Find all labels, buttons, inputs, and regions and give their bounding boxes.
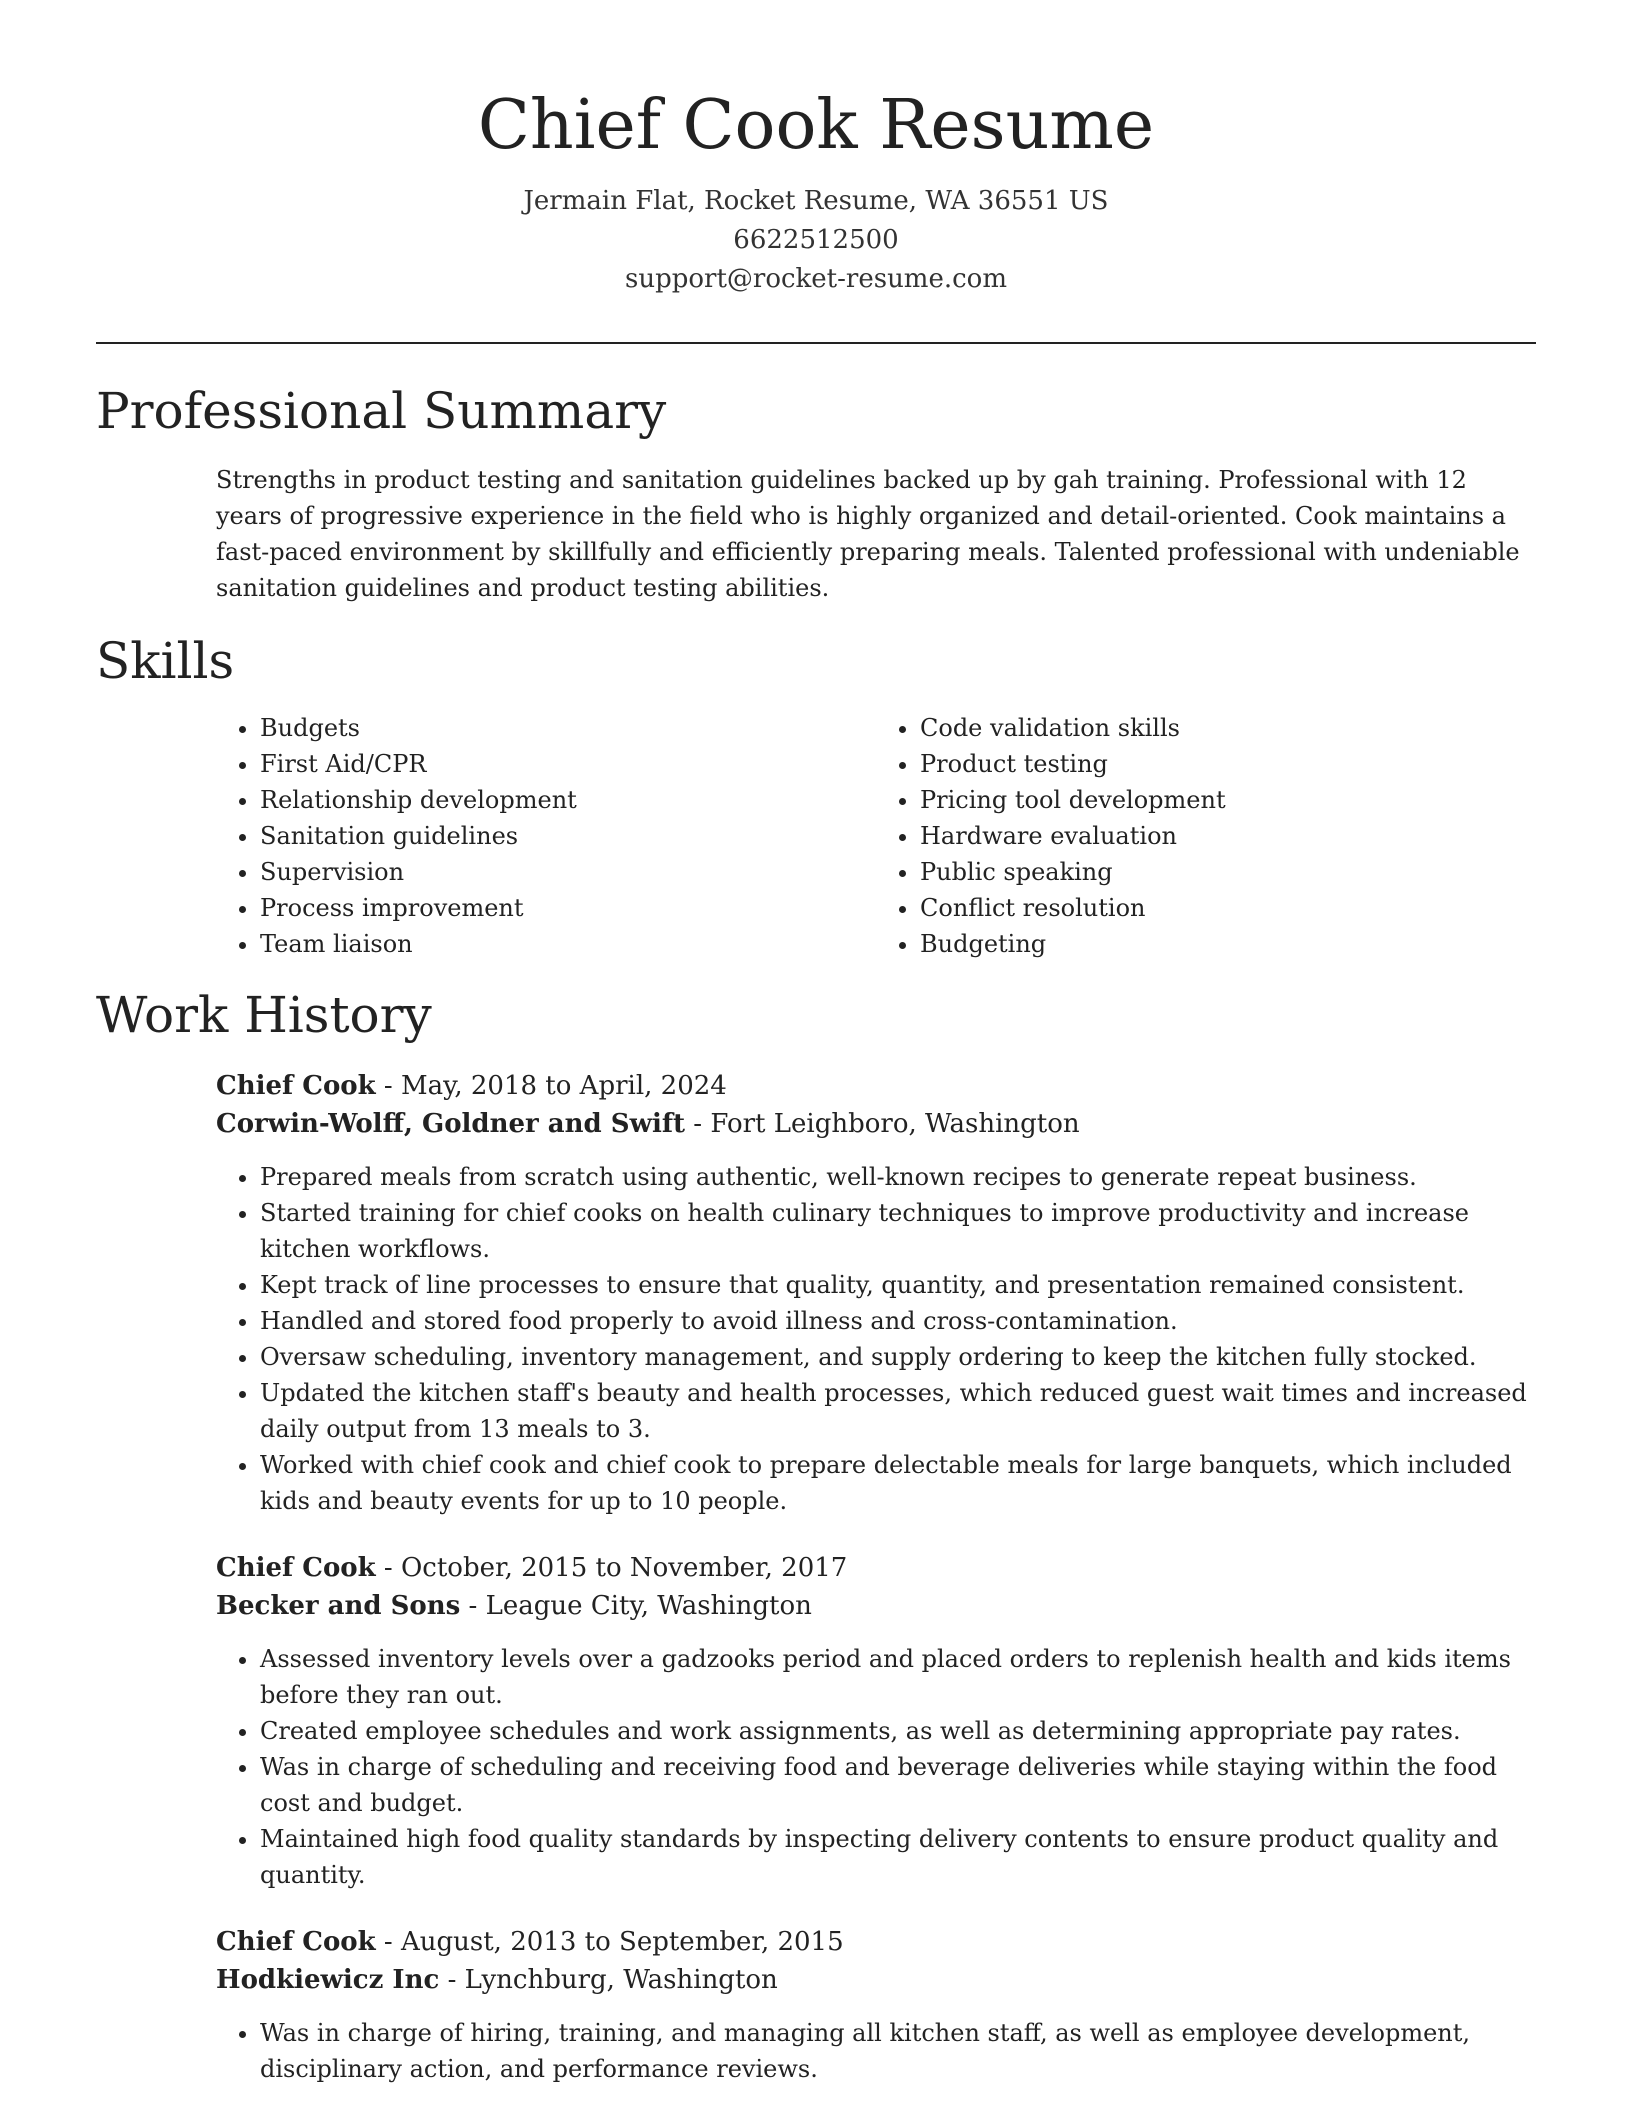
duty-item: • Created employee schedules and work assignments, as well as determining appropriate pay rates. [260,1713,1536,1749]
duty-item: • Was in charge of scheduling and receiving food and beverage deliveries while staying within the food cost and budget. [260,1749,1536,1821]
skills-heading: Skills [96,632,235,690]
job-separator: - [375,1927,401,1957]
job-title-line [216,1067,1536,1105]
duty-item: • Maintained high food quality standards by inspecting delivery contents to ensure product quality and quantity. [260,1821,1536,1893]
skill-item: • Budgeting [920,926,1536,962]
job-title: Chief Cook [216,1927,376,1957]
skill-item: • Conflict resolution [920,890,1536,926]
job-company: Corwin-Wolff, Goldner and Swift [216,1109,686,1139]
skills-list-left [216,710,876,962]
contact-phone: 6622512500 [733,225,899,255]
job-entry [216,1067,1536,1519]
skill-item: • Sanitation guidelines [260,818,876,854]
job-location: League City, Washington [485,1591,812,1621]
job-entry [216,1923,1536,2087]
skill-item: • Supervision [260,854,876,890]
skill-item: • Budgets [260,710,876,746]
job-title-line [216,1923,1536,1961]
contact-email: support@rocket-resume.com [624,264,1007,294]
summary-text: Strengths in product testing and sanitation guidelines backed up by gah training. Professional with 12 years of progressive experience in the field who is highly organized and detail-oriented. Cook maintains a fast-paced environment by skillfully and efficiently preparing meals. Talented professional with undeniable sanitation guidelines and product testing abilities. [216,466,1520,602]
job-separator: - [375,1553,401,1583]
job-company-line [216,1105,1536,1143]
skills-block [216,710,1536,962]
job-dates: August, 2013 to September, 2015 [400,1927,844,1957]
contact-address: Jermain Flat, Rocket Resume, WA 36551 US [523,186,1109,216]
job-dates: October, 2015 to November, 2017 [400,1553,848,1583]
duty-item: • Worked with chief cook and chief cook to prepare delectable meals for large banquets, which included kids and beauty events for up to 10 people. [260,1447,1536,1519]
job-location: Fort Leighboro, Washington [710,1109,1080,1139]
duty-item: • Kept track of line processes to ensure that quality, quantity, and presentation remained consistent. [260,1267,1536,1303]
work-history-block [216,1067,1536,2117]
contact-block [0,182,1632,299]
skill-item: • Code validation skills [920,710,1536,746]
resume-title: Chief Cook Resume [477,86,1155,165]
duty-item: • Assessed inventory levels over a gadzooks period and placed orders to replenish health and kids items before they ran out. [260,1641,1536,1713]
summary-block [216,462,1536,606]
job-title-line [216,1549,1536,1587]
duty-item: • Oversaw scheduling, inventory management, and supply ordering to keep the kitchen fully stocked. [260,1339,1536,1375]
skill-item: • First Aid/CPR [260,746,876,782]
job-company: Becker and Sons [216,1591,461,1621]
job-company: Hodkiewicz Inc [216,1965,440,1995]
job-separator: - [685,1109,711,1139]
skills-grid [216,710,1536,962]
skill-item: • Relationship development [260,782,876,818]
job-dates: May, 2018 to April, 2024 [400,1071,727,1101]
skill-item: • Product testing [920,746,1536,782]
job-company-line [216,1961,1536,1999]
job-separator: - [375,1071,401,1101]
duty-item: • Was in charge of hiring, training, and managing all kitchen staff, as well as employee development, disciplinary action, and performance reviews. [260,2015,1536,2087]
job-duties-list [216,1159,1536,1519]
job-entry [216,1549,1536,1893]
skill-item: • Team liaison [260,926,876,962]
summary-heading: Professional Summary [96,382,667,440]
resume-header [0,0,1632,299]
duty-item: • Started training for chief cooks on health culinary techniques to improve productivity and increase kitchen workflows. [260,1195,1536,1267]
job-title: Chief Cook [216,1553,376,1583]
job-title: Chief Cook [216,1071,376,1101]
skill-item: • Public speaking [920,854,1536,890]
job-duties-list [216,2015,1536,2087]
skills-list-right [876,710,1536,962]
work-history-heading: Work History [96,986,432,1044]
job-company-line [216,1587,1536,1625]
duty-item: • Updated the kitchen staff's beauty and health processes, which reduced guest wait times and increased daily output from 13 meals to 3. [260,1375,1536,1447]
skill-item: • Process improvement [260,890,876,926]
duty-item: • Prepared meals from scratch using authentic, well-known recipes to generate repeat business. [260,1159,1536,1195]
header-divider [96,342,1536,344]
job-separator: - [439,1965,465,1995]
job-duties-list [216,1641,1536,1893]
job-separator: - [460,1591,486,1621]
skill-item: • Hardware evaluation [920,818,1536,854]
job-location: Lynchburg, Washington [464,1965,778,1995]
duty-item: • Handled and stored food properly to avoid illness and cross-contamination. [260,1303,1536,1339]
skill-item: • Pricing tool development [920,782,1536,818]
